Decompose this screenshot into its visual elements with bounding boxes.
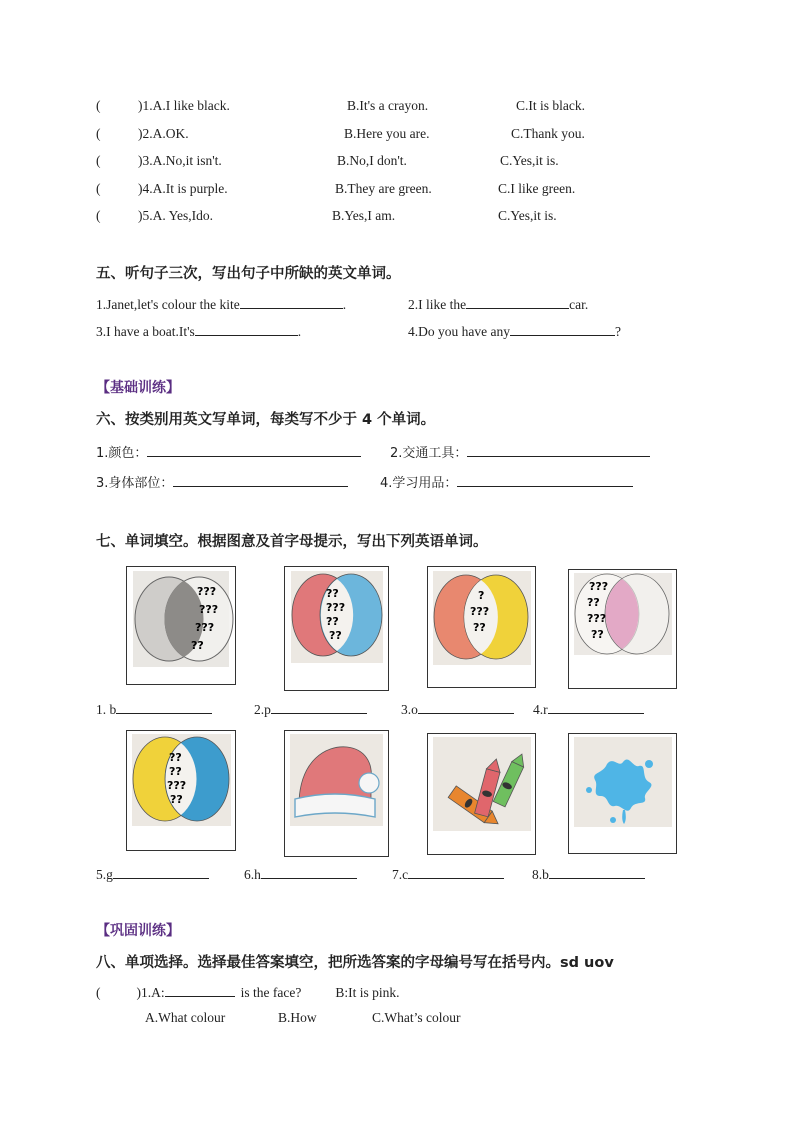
word-label-8 xyxy=(532,865,645,883)
blank-line[interactable] xyxy=(116,700,212,714)
question-suffix: is the face? xyxy=(240,985,302,1000)
blank-line[interactable] xyxy=(271,700,367,714)
option-b: B.Here you are. xyxy=(344,126,430,141)
blank-line[interactable] xyxy=(165,983,235,997)
option-b: B.They are green. xyxy=(335,181,432,196)
mc-option-b[interactable]: B.How xyxy=(278,1010,317,1025)
picture-8 xyxy=(568,733,677,854)
option-b: B.No,I don't. xyxy=(337,153,407,168)
blank-line[interactable] xyxy=(113,865,209,879)
question-marks: ??? xyxy=(589,580,609,593)
blue-splash-image xyxy=(569,734,676,853)
word-label-3 xyxy=(401,700,514,718)
option-a: )3.A.No,it isn't. xyxy=(138,153,222,168)
fill-prefix: 3.I have a boat.It's xyxy=(96,324,195,339)
fill-suffix: ? xyxy=(614,324,621,339)
picture-3 xyxy=(427,566,536,688)
question-marks: ??? xyxy=(587,612,607,625)
question-marks: ?? xyxy=(326,615,339,628)
fill-prefix: 4.Do you have any xyxy=(408,324,510,339)
question-mark: ? xyxy=(478,589,485,602)
option-c: C.Yes,it is. xyxy=(500,153,559,168)
category-body-parts xyxy=(96,472,348,491)
blank-line[interactable] xyxy=(418,700,514,714)
question-marks: ?? xyxy=(170,793,183,806)
question-marks: ?? xyxy=(191,639,204,652)
section5-title: 五、听句子三次，写出句子中所缺的英文单词。 xyxy=(96,266,401,282)
blank-line[interactable] xyxy=(408,865,504,879)
option-c: C.I like green. xyxy=(498,181,576,196)
word-label-7 xyxy=(392,865,504,883)
fill-suffix: . xyxy=(342,297,347,312)
category-label: 3.身体部位： xyxy=(96,476,174,491)
blank-line[interactable] xyxy=(261,865,357,879)
picture-4 xyxy=(568,569,677,689)
word-label-6 xyxy=(244,865,357,883)
orange-yellow-venn-image xyxy=(428,567,535,687)
word-label-4 xyxy=(533,700,644,718)
fill-item-3 xyxy=(96,322,301,340)
blank-line[interactable] xyxy=(195,322,298,336)
question-marks: ??? xyxy=(167,779,187,792)
tag-consolidation-training: 【巩固训练】 xyxy=(96,923,180,939)
fill-item-1 xyxy=(96,295,346,313)
word-label-5 xyxy=(96,865,209,883)
picture-2 xyxy=(284,566,389,691)
crayons-image xyxy=(428,734,535,854)
letter-hint: 5.g xyxy=(96,867,113,882)
option-a: )1.A.I like black. xyxy=(138,98,230,113)
answer-paren[interactable]: ( xyxy=(96,153,101,168)
answer-paren[interactable]: ( xyxy=(96,98,101,113)
blank-line[interactable] xyxy=(548,700,644,714)
yellow-blue-venn-image xyxy=(127,731,235,850)
category-label: 2.交通工具： xyxy=(390,446,468,461)
option-c: C.Thank you. xyxy=(511,126,585,141)
category-transport xyxy=(390,442,650,461)
red-blue-venn-image xyxy=(285,567,388,690)
letter-hint: 2.p xyxy=(254,702,271,717)
letter-hint: 3.o xyxy=(401,702,418,717)
question-marks: ??? xyxy=(199,603,219,616)
option-b: B.It's a crayon. xyxy=(347,98,429,113)
mc-question-1 xyxy=(96,983,399,1001)
mc-option-a[interactable]: A.What colour xyxy=(145,1010,226,1025)
option-a: )4.A.It is purple. xyxy=(138,181,228,196)
option-c: C.Yes,it is. xyxy=(498,208,557,223)
blank-line[interactable] xyxy=(457,473,633,487)
blank-line[interactable] xyxy=(510,322,615,336)
blank-line[interactable] xyxy=(147,443,361,457)
word-label-1 xyxy=(96,700,212,718)
blank-line[interactable] xyxy=(173,473,348,487)
question-marks: ?? xyxy=(587,596,600,609)
section8-title: 八、单项选择。选择最佳答案填空，把所选答案的字母编号写在括号内。sd uov xyxy=(96,955,614,971)
mc-option-c[interactable]: C.What’s colour xyxy=(372,1010,461,1025)
fill-suffix: car. xyxy=(569,297,589,312)
hat-image xyxy=(285,731,388,856)
letter-hint: 1. b xyxy=(96,702,117,717)
question-marks: ?? xyxy=(473,621,486,634)
gray-venn-image xyxy=(127,567,235,684)
fill-suffix: . xyxy=(297,324,302,339)
section7-title: 七、单词填空。根据图意及首字母提示，写出下列英语单词。 xyxy=(96,534,488,550)
letter-hint: 7.c xyxy=(392,867,409,882)
option-c: C.It is black. xyxy=(516,98,585,113)
fill-prefix: 2.I like the xyxy=(408,297,467,312)
pink-venn-image xyxy=(569,570,676,688)
blank-line[interactable] xyxy=(240,295,343,309)
dialogue-answer: B:It is pink. xyxy=(335,985,400,1000)
letter-hint: 4.r xyxy=(533,702,548,717)
question-prefix: )1.A: xyxy=(136,985,165,1000)
category-label: 1.颜色： xyxy=(96,446,148,461)
question-marks: ?? xyxy=(169,751,182,764)
category-label: 4.学习用品： xyxy=(380,476,458,491)
blank-line[interactable] xyxy=(467,443,650,457)
tag-basic-training: 【基础训练】 xyxy=(96,380,180,396)
answer-paren[interactable]: ( xyxy=(96,208,101,223)
picture-5 xyxy=(126,730,236,851)
question-marks: ?? xyxy=(329,629,342,642)
option-a: )5.A. Yes,Ido. xyxy=(138,208,214,223)
option-a: )2.A.OK. xyxy=(138,126,189,141)
word-label-2 xyxy=(254,700,367,718)
question-marks: ??? xyxy=(197,585,217,598)
answer-paren[interactable]: ( xyxy=(96,126,101,141)
question-marks: ??? xyxy=(195,621,215,634)
blank-line[interactable] xyxy=(549,865,645,879)
category-colors xyxy=(96,442,361,461)
section6-title: 六、按类别用英文写单词，每类写不少于 4 个单词。 xyxy=(96,412,436,428)
letter-hint: 8.b xyxy=(532,867,549,882)
blank-line[interactable] xyxy=(466,295,569,309)
question-marks: ?? xyxy=(591,628,604,641)
fill-item-2 xyxy=(408,295,588,313)
picture-7 xyxy=(427,733,536,855)
picture-6 xyxy=(284,730,389,857)
answer-paren[interactable]: ( xyxy=(96,985,101,1000)
answer-paren[interactable]: ( xyxy=(96,181,101,196)
fill-item-4 xyxy=(408,322,621,340)
letter-hint: 6.h xyxy=(244,867,261,882)
fill-prefix: 1.Janet,let's colour the kite xyxy=(96,297,240,312)
question-marks: ?? xyxy=(169,765,182,778)
option-b: B.Yes,I am. xyxy=(332,208,396,223)
question-marks: ?? xyxy=(326,587,339,600)
question-marks: ??? xyxy=(326,601,346,614)
picture-1 xyxy=(126,566,236,685)
category-stationery xyxy=(380,472,633,491)
question-marks: ??? xyxy=(470,605,490,618)
